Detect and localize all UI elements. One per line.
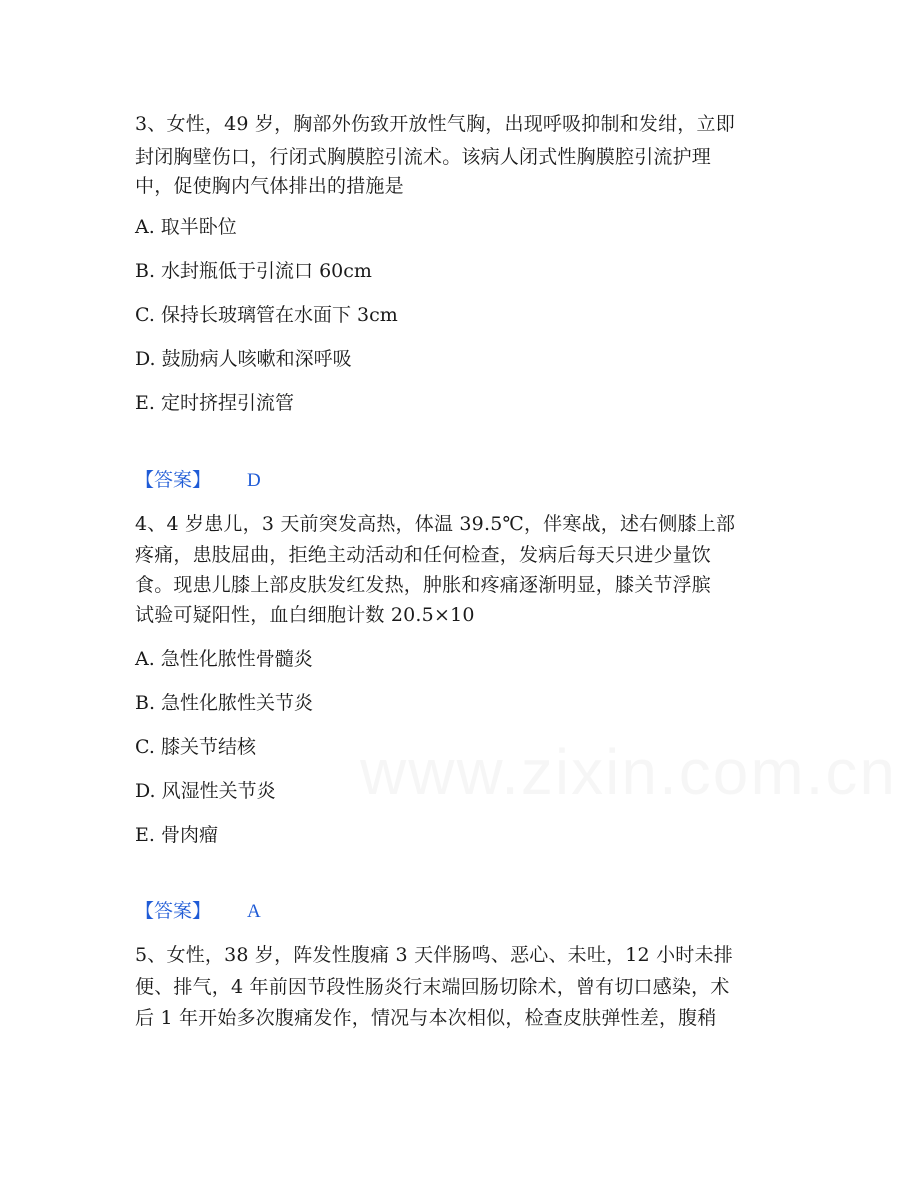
question-5-line-2: 便、排气，4 年前因节段性肠炎行末端回肠切除术，曾有切口感染，术 xyxy=(135,976,730,998)
question-3-option-d: D. 鼓励病人咳嗽和深呼吸 xyxy=(135,348,352,370)
question-3-option-c: C. 保持长玻璃管在水面下 3cm xyxy=(135,304,398,326)
answer-value: D xyxy=(247,470,261,491)
question-3-answer xyxy=(135,468,261,493)
question-3-option-e: E. 定时挤捏引流管 xyxy=(135,392,294,414)
question-3-line-1: 3、女性，49 岁，胸部外伤致开放性气胸，出现呼吸抑制和发绀，立即 xyxy=(135,113,735,135)
answer-label: 【答案】 xyxy=(135,469,212,491)
watermark xyxy=(360,735,897,809)
question-4-line-3: 食。现患儿膝上部皮肤发红发热，肿胀和疼痛逐渐明显，膝关节浮膑 xyxy=(135,574,712,596)
question-3-option-a: A. 取半卧位 xyxy=(135,216,237,238)
question-4-answer xyxy=(135,899,261,924)
question-5-line-1: 5、女性，38 岁，阵发性腹痛 3 天伴肠鸣、恶心、未吐，12 小时未排 xyxy=(135,944,733,966)
question-3-option-b: B. 水封瓶低于引流口 60cm xyxy=(135,260,372,282)
question-5-line-3: 后 1 年开始多次腹痛发作，情况与本次相似，检查皮肤弹性差，腹稍 xyxy=(135,1007,717,1029)
question-4-line-1: 4、4 岁患儿，3 天前突发高热，体温 39.5℃，伴寒战，述右侧膝上部 xyxy=(135,513,736,535)
question-4-option-b: B. 急性化脓性关节炎 xyxy=(135,692,314,714)
answer-label: 【答案】 xyxy=(135,900,212,922)
question-4-option-e: E. 骨肉瘤 xyxy=(135,824,218,846)
question-4-option-c: C. 膝关节结核 xyxy=(135,736,256,758)
question-4-option-d: D. 风湿性关节炎 xyxy=(135,780,276,802)
question-4-line-2: 疼痛，患肢屈曲，拒绝主动活动和任何检查，发病后每天只进少量饮 xyxy=(135,544,712,566)
question-4-line-4: 试验可疑阳性，血白细胞计数 20.5×10 xyxy=(135,604,475,626)
answer-value: A xyxy=(247,901,261,922)
question-4-option-a: A. 急性化脓性骨髓炎 xyxy=(135,648,313,670)
question-3-line-2: 封闭胸壁伤口，行闭式胸膜腔引流术。该病人闭式性胸膜腔引流护理 xyxy=(135,146,712,168)
question-3-line-3: 中，促使胸内气体排出的措施是 xyxy=(135,175,404,197)
